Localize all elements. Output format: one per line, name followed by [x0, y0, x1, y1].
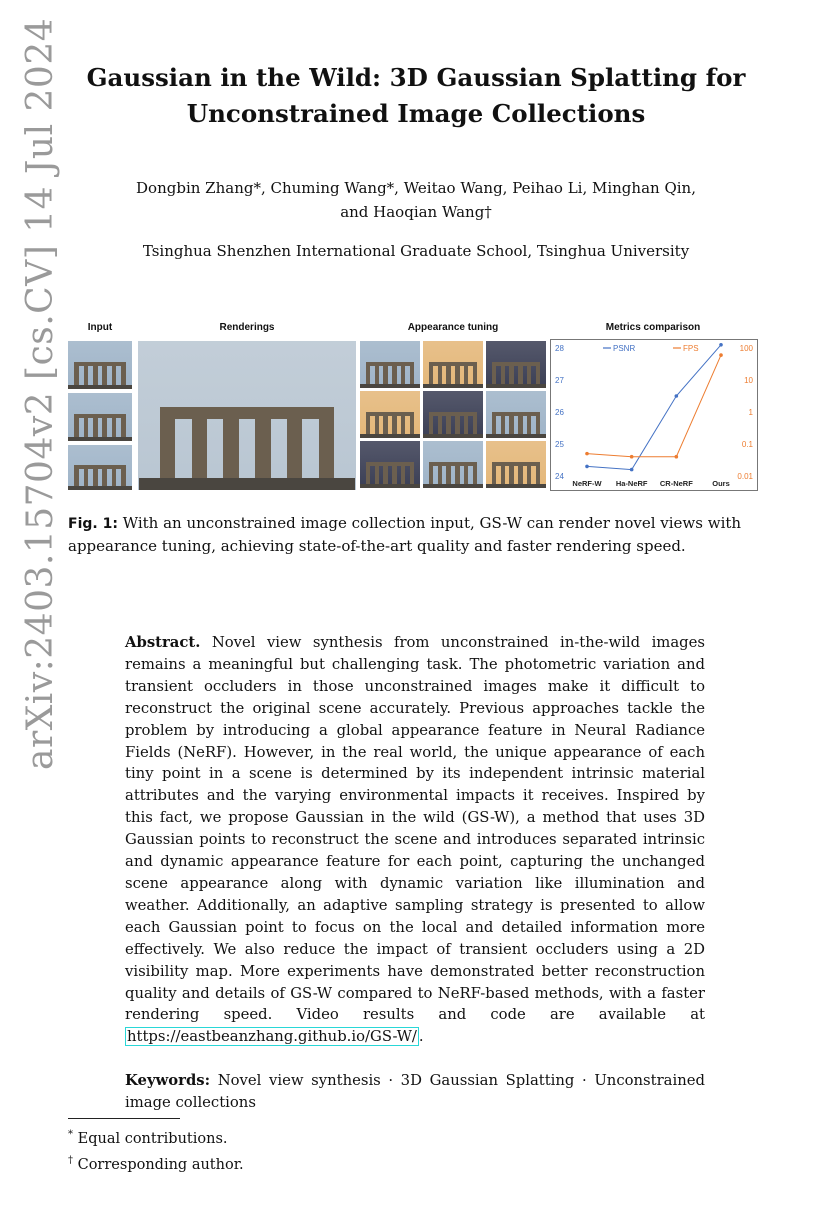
- footnote-corresponding: [68, 1150, 244, 1176]
- tuned-photo: [423, 441, 483, 488]
- rendering-photo: [138, 341, 356, 490]
- teaser-figure: [68, 320, 756, 490]
- abstract: [125, 632, 705, 1048]
- tuned-photo: [423, 391, 483, 438]
- panel-label-renderings: Renderings: [219, 322, 275, 333]
- series-line-psnr: [587, 345, 721, 470]
- corr-mark: †: [68, 1154, 73, 1166]
- tuned-photo: [423, 341, 483, 388]
- footnote-corr-text: Corresponding author.: [77, 1156, 244, 1173]
- keywords-text: Novel view synthesis · 3D Gaussian Splatting · Unconstrained image collections: [125, 1072, 705, 1111]
- y-left-tick-label: 25: [555, 440, 564, 449]
- panel-label-appearance: Appearance tuning: [407, 322, 499, 333]
- abstract-end: .: [418, 1028, 424, 1046]
- panel-label-metrics: Metrics comparison: [605, 322, 701, 333]
- legend-label-fps: FPS: [683, 344, 699, 353]
- affiliation: Tsinghua Shenzhen International Graduate School, Tsinghua University: [142, 242, 690, 260]
- y-right-tick-label: 1: [748, 408, 753, 417]
- y-right-tick-label: 0.1: [741, 440, 753, 449]
- y-right-tick-label: 10: [744, 376, 753, 385]
- legend-label-psnr: PSNR: [613, 344, 636, 353]
- tuned-photo: [486, 341, 546, 388]
- caption-label: Fig. 1:: [68, 516, 118, 532]
- footnote-equal: [68, 1124, 244, 1150]
- tuned-photo: [486, 391, 546, 438]
- keywords-label: Keywords:: [125, 1072, 211, 1089]
- author-list: [66, 176, 766, 224]
- tuned-photo: [360, 341, 420, 388]
- metrics-chart-svg: [551, 340, 757, 490]
- metrics-chart: [550, 339, 758, 491]
- data-point-psnr: [675, 394, 679, 398]
- series-line-fps: [587, 355, 721, 457]
- data-point-fps: [585, 452, 589, 456]
- panel-label-input: Input: [87, 322, 113, 333]
- y-left-tick-label: 27: [555, 376, 564, 385]
- abstract-label: Abstract.: [125, 634, 201, 651]
- tuned-photo: [486, 441, 546, 488]
- input-photo: [68, 445, 132, 490]
- y-left-tick-label: 24: [555, 472, 564, 481]
- author-line-2: and Haoqian Wang†: [340, 203, 492, 221]
- input-photo: [68, 341, 132, 389]
- footnotes: [68, 1124, 244, 1176]
- footnote-equal-text: Equal contributions.: [77, 1130, 228, 1147]
- y-left-tick-label: 28: [555, 344, 564, 353]
- x-tick-label: CR-NeRF: [659, 479, 693, 488]
- author-line-1: Dongbin Zhang*, Chuming Wang*, Weitao Wang, Peihao Li, Minghan Qin,: [136, 179, 696, 197]
- arxiv-identifier: arXiv:2403.15704v2 [cs.CV] 14 Jul 2024: [20, 17, 61, 770]
- data-point-fps: [630, 455, 634, 459]
- y-left-tick-label: 26: [555, 408, 564, 417]
- x-tick-label: Ours: [712, 479, 730, 488]
- data-point-fps: [719, 353, 723, 357]
- figure-caption: [68, 512, 768, 557]
- paper-title: Gaussian in the Wild: 3D Gaussian Splatting for Unconstrained Image Collections: [86, 63, 746, 128]
- abstract-text: Novel view synthesis from unconstrained in-the-wild images remains a meaningful but challenging task. The photometric variation and transient occluders in those unconstrained images make it difficult to reconstruct the original scene accurately. Previous approaches tackle the problem by introducing a global appearance feature in Neural Radiance Fields (NeRF). However, in the real world, the unique appearance of each tiny point in a scene is determined by its independent intrinsic material attributes and the varying environmental impacts it receives. Inspired by this fact, we propose Gaussian in the wild (GS-W), a method that uses 3D Gaussian points to reconstruct the scene and introduces separated intrinsic and dynamic appearance feature for each point, capturing the unchanged scene appearance along with dynamic variation like illumination and weather. Additionally, an adaptive sampling strategy is presented to allow each Gaussian point to focus on the local and detailed information more effectively. We also reduce the impact of transient occluders using a 2D visibility map. More experiments have demonstrated better reconstruction quality and details of GS-W compared to NeRF-based methods, with a faster rendering speed. Video results and code are available at: [125, 634, 705, 1024]
- data-point-psnr: [585, 465, 589, 469]
- tuned-photo: [360, 441, 420, 488]
- equal-mark: *: [68, 1129, 73, 1140]
- project-link[interactable]: https://eastbeanzhang.github.io/GS-W/: [127, 1028, 417, 1046]
- caption-text: With an unconstrained image collection input, GS-W can render novel views with appearance tuning, achieving state-of-the-art quality and faster rendering speed.: [68, 514, 742, 555]
- footnote-rule: [68, 1118, 180, 1119]
- x-tick-label: Ha-NeRF: [615, 479, 648, 488]
- keywords: [125, 1070, 705, 1114]
- x-tick-label: NeRF-W: [572, 479, 602, 488]
- data-point-psnr: [719, 343, 723, 347]
- data-point-fps: [675, 455, 679, 459]
- y-right-tick-label: 0.01: [737, 472, 753, 481]
- input-photo: [68, 393, 132, 441]
- data-point-psnr: [630, 468, 634, 472]
- tuned-photo: [360, 391, 420, 438]
- y-right-tick-label: 100: [739, 344, 753, 353]
